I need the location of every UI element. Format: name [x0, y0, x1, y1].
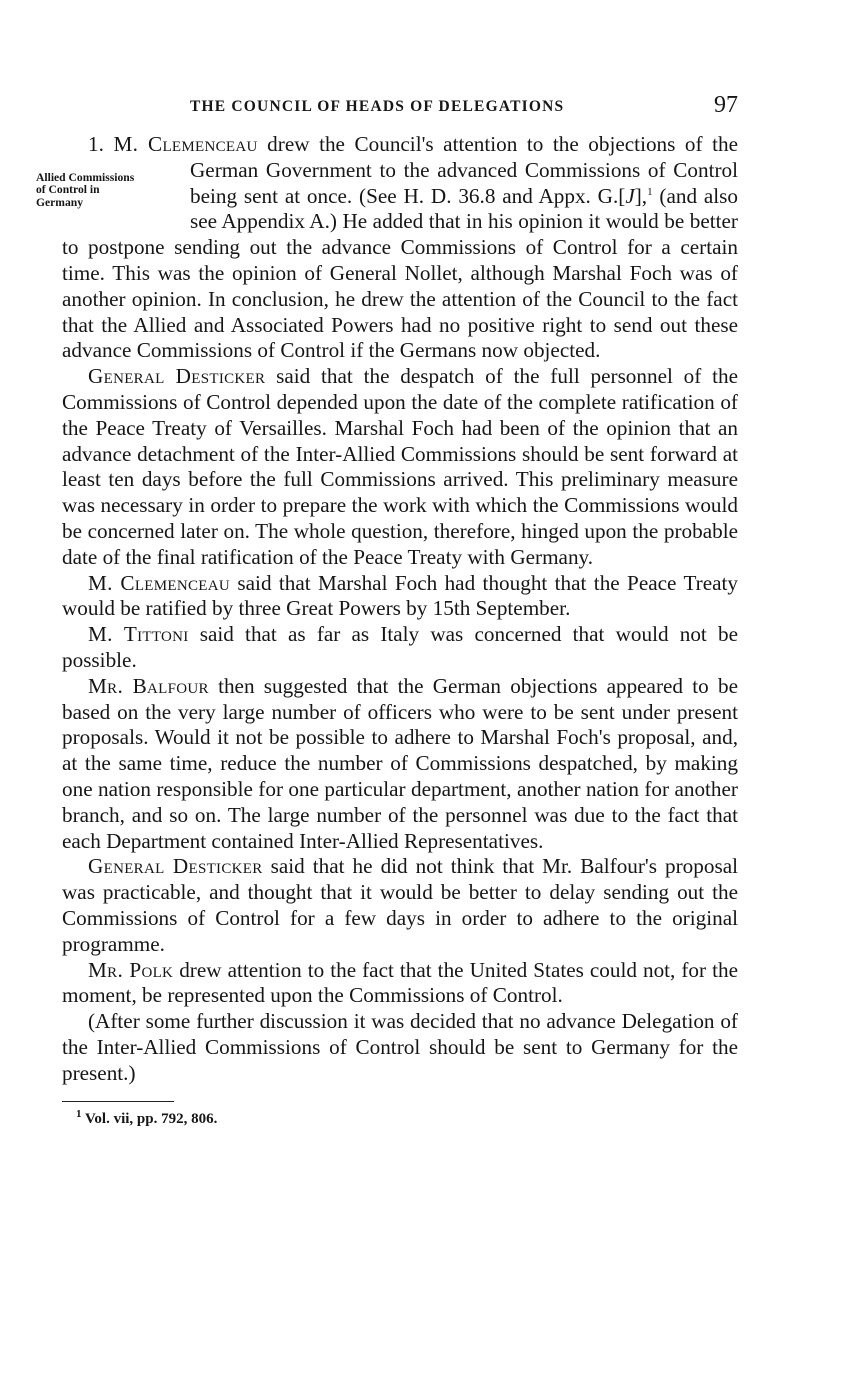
paragraph-text: said that Marshal Foch had thought that the Peace Treaty would be ratified by three Great Powers by 15th September. [62, 570, 738, 621]
speaker-clemenceau: M. Clemenceau [88, 570, 231, 595]
paragraph-text: then suggested that the German objections appeared to be based on the very large number of officers who were to be sent under present proposals. Would it not be possible to adhere to Marshal Foch's proposal, and, at the same time, reduce the number of Commissions despatched, by making one nation responsible for one particular department, another nation for another branch, and so on. The large number of the personnel was due to the fact that each Department contained Inter-Allied Representatives. [62, 673, 738, 853]
side-note-line: of Control in [36, 183, 100, 197]
footnote-mark: 1 [76, 1108, 82, 1121]
paragraph-1 [36, 132, 738, 364]
paragraph-text: ], [634, 183, 648, 208]
speaker-desticker: General Desticker [88, 364, 266, 389]
page-number: 97 [714, 92, 738, 118]
paragraph-4 [62, 622, 738, 674]
footnote-text: Vol. vii, pp. 792, 806. [81, 1111, 218, 1128]
speaker-polk: Mr. Polk [88, 957, 174, 982]
running-head: THE COUNCIL OF HEADS OF DELEGATIONS [190, 98, 565, 115]
speaker-tittoni: M. Tittoni [88, 622, 189, 647]
side-note-line: Germany [36, 195, 84, 209]
paragraph-text: said that the despatch of the full personnel of the Commissions of Control depended upon the date of the complete ratification of the Peace Treaty of Versailles. Marshal Foch had been of the opinion that an advance detachment of the Inter-Allied Commissions should be sent forward at least ten days before the full Commissions arrived. This preliminary measure was necessary in order to prepare the work with which the Commissions would be concerned later on. The whole question, therefore, hinged upon the probable date of the final ratification of the Peace Treaty with Germany. [62, 364, 738, 569]
paragraph-3 [62, 571, 738, 623]
paragraph-6 [62, 854, 738, 957]
item-number: 1. [88, 132, 114, 156]
paragraph-7 [62, 958, 738, 1010]
side-note-line: Allied Commissions [36, 170, 135, 184]
paragraph-2 [62, 364, 738, 570]
speaker-clemenceau: M. Clemenceau [113, 132, 258, 156]
paragraph-text: said that he did not think that Mr. Balfour's proposal was practicable, and thought that it would be better to delay sending out the Commissions of Control for a few days in order to adhere to the original programme. [62, 854, 738, 956]
paragraph-text: drew the Council's attention to the objections of the German Government to the advanced Commissions of Control [190, 132, 738, 182]
paragraph-5 [62, 674, 738, 855]
side-note [36, 172, 176, 210]
speaker-desticker: General Desticker [88, 854, 263, 879]
footnote-rule [62, 1101, 174, 1102]
document-page [36, 92, 738, 1128]
bracket-letter: J [625, 183, 635, 208]
paragraph-text: being sent at once. (See H. D. 36.8 and Appx. G.[ [190, 183, 626, 208]
speaker-balfour: Mr. Balfour [88, 673, 209, 698]
footnote [76, 1108, 738, 1128]
paragraph-8: (After some further discussion it was decided that no advance Delegation of the Inter-Allied Commissions of Control should be sent to Germany for the present.) [62, 1009, 738, 1085]
page-header [62, 92, 738, 132]
paragraph-text: said that as far as Italy was concerned that would not be possible. [62, 622, 738, 672]
paragraph-text: drew attention to the fact that the United States could not, for the moment, be represented upon the Commissions of Control. [62, 957, 738, 1008]
paragraph-text: (and also see Appendix A.) He added that in his opinion it would be better to postpone sending out the advance Commissions of Control for a certain time. This was the opinion of General Nollet, although Marshal Foch was of another opinion. In conclusion, he drew the attention of the Council to the fact that the Allied and Associated Powers had no positive right to send out these advance Commissions of Control if the Germans now objected. [62, 183, 738, 363]
footnote-ref: 1 [647, 185, 653, 198]
